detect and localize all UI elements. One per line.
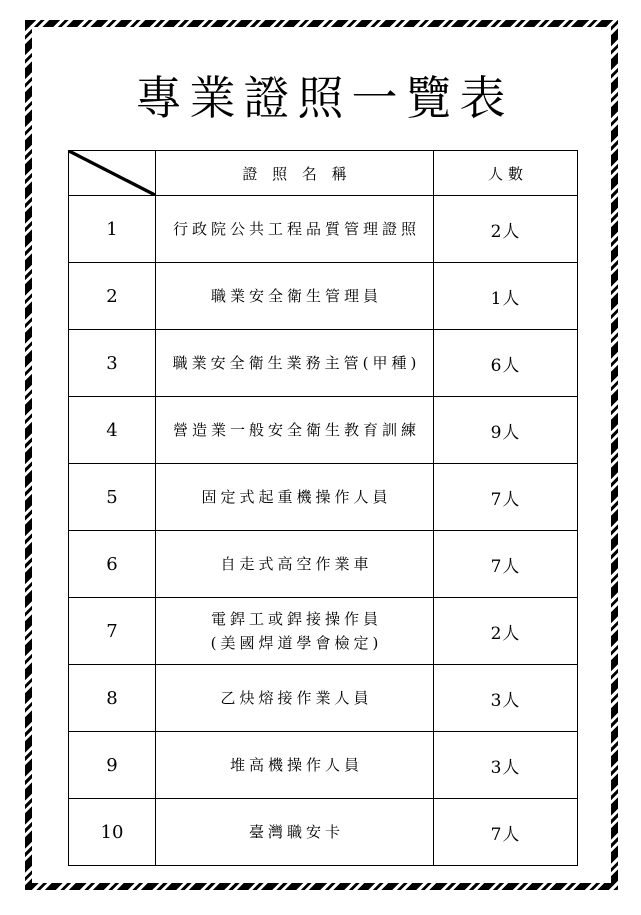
cell-count: 3人 bbox=[434, 665, 578, 732]
cell-count: 3人 bbox=[434, 732, 578, 799]
cell-license-name bbox=[156, 665, 434, 732]
license-name-line: (美國焊道學會檢定) bbox=[210, 634, 383, 652]
diagonal-line-icon bbox=[69, 151, 155, 195]
license-name-line: 乙炔熔接作業人員 bbox=[220, 689, 373, 707]
cell-count: 7人 bbox=[434, 531, 578, 598]
cell-license-name bbox=[156, 464, 434, 531]
table-header-row bbox=[69, 151, 578, 196]
table-row bbox=[69, 531, 578, 598]
table-row bbox=[69, 196, 578, 263]
table-row bbox=[69, 799, 578, 866]
cell-row-number: 7 bbox=[69, 598, 156, 665]
cell-count: 7人 bbox=[434, 799, 578, 866]
table-row bbox=[69, 263, 578, 330]
table-row bbox=[69, 397, 578, 464]
table-row bbox=[69, 598, 578, 665]
license-name-line: 臺灣職安卡 bbox=[248, 823, 344, 841]
license-name-line: 自走式高空作業車 bbox=[220, 555, 373, 573]
license-name-line: 固定式起重機操作人員 bbox=[201, 488, 392, 506]
table-row bbox=[69, 732, 578, 799]
table-body bbox=[69, 196, 578, 866]
cell-count: 9人 bbox=[434, 397, 578, 464]
cell-count: 7人 bbox=[434, 464, 578, 531]
cell-row-number: 8 bbox=[69, 665, 156, 732]
cell-license-name bbox=[156, 732, 434, 799]
cell-row-number: 6 bbox=[69, 531, 156, 598]
cell-license-name bbox=[156, 799, 434, 866]
license-name-line: 營造業一般安全衛生教育訓練 bbox=[172, 421, 420, 439]
header-count: 人數 bbox=[434, 151, 578, 196]
cell-row-number: 10 bbox=[69, 799, 156, 866]
page-title: 專業證照一覽表 bbox=[135, 71, 514, 125]
cell-count: 2人 bbox=[434, 196, 578, 263]
corner-cell bbox=[69, 151, 156, 196]
cell-row-number: 9 bbox=[69, 732, 156, 799]
cell-row-number: 1 bbox=[69, 196, 156, 263]
license-name-line: 電銲工或銲接操作員 bbox=[210, 610, 382, 628]
table-row bbox=[69, 330, 578, 397]
cell-row-number: 2 bbox=[69, 263, 156, 330]
cell-count: 6人 bbox=[434, 330, 578, 397]
cell-count: 2人 bbox=[434, 598, 578, 665]
cell-license-name bbox=[156, 397, 434, 464]
license-name-line: 行政院公共工程品質管理證照 bbox=[172, 220, 420, 238]
cell-row-number: 4 bbox=[69, 397, 156, 464]
cell-row-number: 5 bbox=[69, 464, 156, 531]
table-row bbox=[69, 665, 578, 732]
license-name-line: 職業安全衛生管理員 bbox=[210, 287, 382, 305]
cell-license-name bbox=[156, 598, 434, 665]
license-table bbox=[68, 150, 578, 866]
header-license-name: 證 照 名 稱 bbox=[156, 151, 434, 196]
cell-row-number: 3 bbox=[69, 330, 156, 397]
cell-count: 1人 bbox=[434, 263, 578, 330]
cell-license-name bbox=[156, 196, 434, 263]
cell-license-name bbox=[156, 531, 434, 598]
license-name-line: 職業安全衛生業務主管(甲種) bbox=[172, 354, 421, 372]
table-row bbox=[69, 464, 578, 531]
cell-license-name bbox=[156, 330, 434, 397]
cell-license-name bbox=[156, 263, 434, 330]
license-name-line: 堆高機操作人員 bbox=[229, 756, 363, 774]
